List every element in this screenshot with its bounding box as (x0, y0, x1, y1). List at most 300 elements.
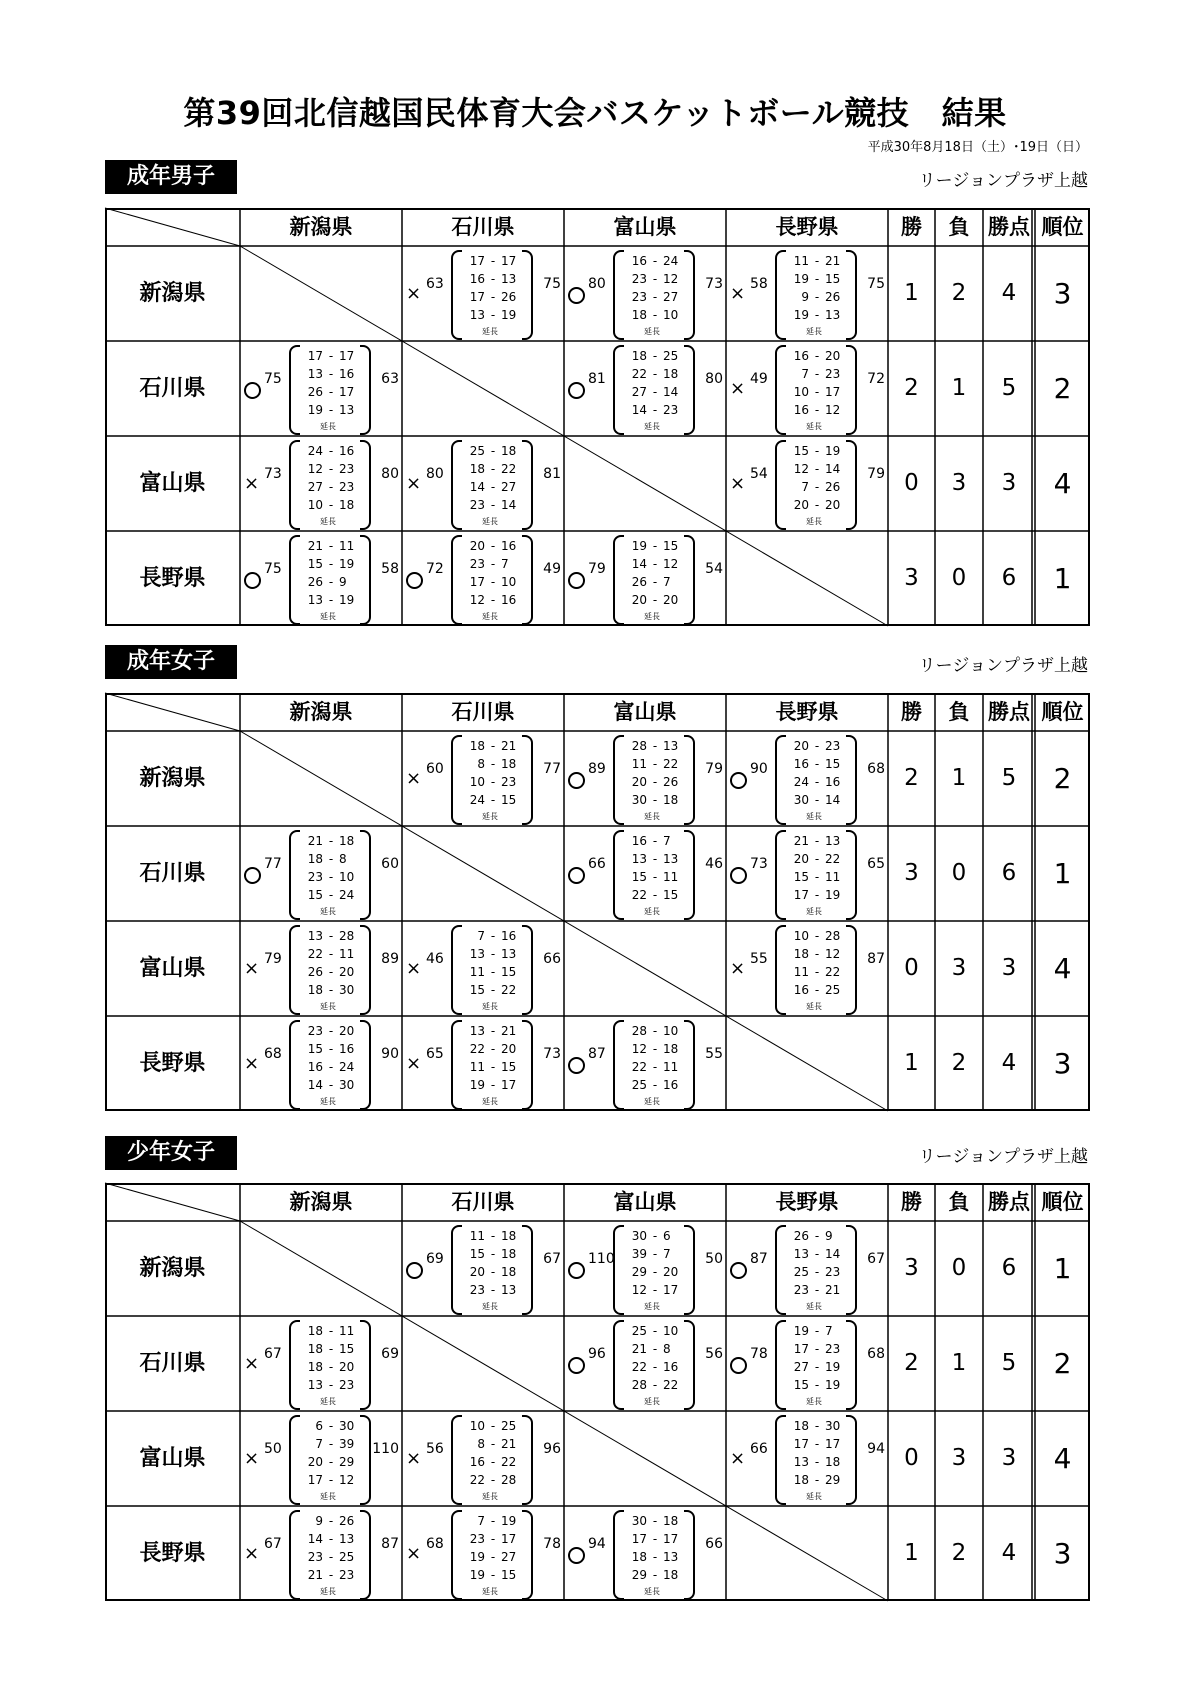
quarter-opp: 24 (339, 888, 355, 902)
quarter-opp: 16 (339, 1042, 355, 1056)
match-cell (726, 921, 888, 1016)
quarter-dash: - (814, 757, 820, 771)
quarter-own: 22 (631, 1360, 647, 1374)
quarter-dash: - (652, 1532, 658, 1546)
points-value: 4 (1001, 1050, 1017, 1076)
quarter-dash: - (652, 385, 658, 399)
quarter-dash: - (328, 575, 334, 589)
quarter-score (457, 442, 529, 461)
quarter-opp: 19 (339, 557, 355, 571)
loss-mark-icon: × (406, 283, 422, 304)
opponent-score: 80 (381, 466, 399, 482)
own-score: 50 (264, 1441, 282, 1457)
quarter-score (619, 288, 691, 307)
win-mark-icon (406, 1262, 423, 1279)
quarter-dash: - (490, 308, 496, 322)
opponent-score: 78 (543, 1536, 561, 1552)
quarter-score (619, 1566, 691, 1585)
quarter-score (457, 791, 529, 810)
overtime-label: 延長 (806, 1302, 822, 1311)
loss-mark-icon: × (730, 473, 746, 494)
own-score: 73 (750, 856, 768, 872)
quarter-score (781, 737, 853, 756)
quarter-own: 15 (307, 1042, 323, 1056)
win-mark-icon (406, 572, 423, 589)
match-cell (564, 1221, 726, 1316)
opponent-score: 49 (543, 561, 561, 577)
match-cell (402, 921, 564, 1016)
quarter-dash: - (652, 1078, 658, 1092)
quarter-opp: 24 (663, 254, 679, 268)
quarter-own: 20 (469, 1265, 485, 1279)
row-team-name: 新潟県 (139, 766, 206, 791)
wins-value: 1 (904, 1540, 919, 1566)
quarter-score (781, 460, 853, 479)
quarter-opp: 28 (501, 1473, 517, 1487)
opponent-score: 79 (867, 466, 885, 482)
quarter-dash: - (814, 870, 820, 884)
column-header: 長野県 (775, 215, 839, 239)
quarter-score (295, 1340, 367, 1359)
opponent-score: 66 (543, 951, 561, 967)
quarter-dash: - (814, 983, 820, 997)
quarter-own: 9 (801, 290, 809, 304)
quarter-own: 18 (307, 1324, 323, 1338)
quarter-opp: 23 (825, 367, 841, 381)
quarter-opp: 28 (825, 929, 841, 943)
quarter-opp: 7 (825, 1324, 833, 1338)
quarter-dash: - (490, 965, 496, 979)
own-score: 79 (264, 951, 282, 967)
quarter-dash: - (328, 444, 334, 458)
quarter-score (781, 773, 853, 792)
quarter-own: 10 (307, 498, 323, 512)
quarter-opp: 13 (825, 834, 841, 848)
quarter-dash: - (490, 1514, 496, 1528)
quarter-own: 19 (793, 1324, 809, 1338)
quarter-own: 26 (307, 965, 323, 979)
quarter-opp: 22 (501, 1455, 517, 1469)
quarter-score (619, 1022, 691, 1041)
quarter-own: 13 (631, 852, 647, 866)
quarter-own: 19 (469, 1078, 485, 1092)
overtime-label: 延長 (482, 612, 498, 621)
quarter-dash: - (328, 349, 334, 363)
loss-mark-icon: × (406, 1543, 422, 1564)
own-score: 55 (750, 951, 768, 967)
wins-value: 1 (904, 280, 919, 306)
win-mark-icon (568, 572, 585, 589)
quarter-score (781, 306, 853, 325)
quarter-score (781, 755, 853, 774)
quarter-opp: 22 (663, 1378, 679, 1392)
quarter-dash: - (652, 593, 658, 607)
match-cell (726, 731, 888, 826)
quarter-opp: 15 (339, 1342, 355, 1356)
wins-value: 3 (904, 565, 919, 591)
quarter-opp: 10 (663, 308, 679, 322)
overtime-label: 延長 (482, 812, 498, 821)
quarter-own: 22 (631, 367, 647, 381)
quarter-score (295, 1022, 367, 1041)
quarter-own: 10 (469, 1419, 485, 1433)
quarter-score (781, 1471, 853, 1490)
quarter-dash: - (490, 793, 496, 807)
quarter-own: 12 (307, 462, 323, 476)
quarter-own: 20 (631, 593, 647, 607)
quarter-own: 16 (631, 254, 647, 268)
quarter-opp: 12 (825, 947, 841, 961)
quarter-score (619, 401, 691, 420)
quarter-score (619, 252, 691, 271)
quarter-opp: 15 (501, 1568, 517, 1582)
quarter-dash: - (328, 870, 334, 884)
quarter-dash: - (652, 852, 658, 866)
quarter-opp: 21 (825, 1283, 841, 1297)
opponent-score: 73 (705, 276, 723, 292)
quarter-dash: - (814, 1265, 820, 1279)
quarter-own: 9 (315, 1514, 323, 1528)
quarter-score (781, 791, 853, 810)
quarter-opp: 12 (663, 557, 679, 571)
quarter-opp: 39 (339, 1437, 355, 1451)
quarter-own: 18 (469, 462, 485, 476)
quarter-opp: 23 (339, 1568, 355, 1582)
quarter-opp: 21 (501, 1024, 517, 1038)
row-team-name: 長野県 (139, 1541, 206, 1566)
quarter-score (619, 832, 691, 851)
quarter-score (295, 401, 367, 420)
quarter-opp: 23 (339, 1378, 355, 1392)
overtime-label: 延長 (320, 612, 336, 621)
win-mark-icon (730, 772, 747, 789)
opponent-score: 66 (705, 1536, 723, 1552)
quarter-own: 7 (315, 1437, 323, 1451)
wins-value: 0 (904, 470, 919, 496)
overtime-label: 延長 (644, 612, 660, 621)
quarter-dash: - (652, 1568, 658, 1582)
overtime-label: 延長 (482, 1097, 498, 1106)
quarter-opp: 16 (663, 1360, 679, 1374)
quarter-dash: - (814, 1247, 820, 1261)
quarter-score (619, 1322, 691, 1341)
match-cell (402, 1221, 564, 1316)
quarter-own: 16 (793, 757, 809, 771)
quarter-dash: - (328, 480, 334, 494)
quarter-own: 17 (307, 1473, 323, 1487)
quarter-dash: - (814, 1378, 820, 1392)
quarter-score (619, 537, 691, 556)
quarter-score (619, 573, 691, 592)
quarter-dash: - (814, 739, 820, 753)
quarter-own: 22 (631, 1060, 647, 1074)
quarter-opp: 22 (501, 462, 517, 476)
quarter-own: 18 (631, 1550, 647, 1564)
quarter-own: 15 (307, 557, 323, 571)
quarter-dash: - (652, 349, 658, 363)
quarter-own: 26 (631, 575, 647, 589)
row-team-name: 新潟県 (139, 281, 206, 306)
quarter-own: 18 (631, 308, 647, 322)
quarter-dash: - (814, 480, 820, 494)
quarter-dash: - (490, 480, 496, 494)
opponent-score: 96 (543, 1441, 561, 1457)
overtime-label: 延長 (644, 1302, 660, 1311)
opponent-score: 77 (543, 761, 561, 777)
points-value: 6 (1001, 860, 1017, 886)
opponent-score: 94 (867, 1441, 885, 1457)
quarter-score (781, 927, 853, 946)
quarter-score (295, 1358, 367, 1377)
losses-value: 1 (951, 375, 967, 401)
quarter-dash: - (490, 557, 496, 571)
quarter-score (619, 270, 691, 289)
quarter-dash: - (652, 1514, 658, 1528)
quarter-dash: - (328, 462, 334, 476)
quarter-score (619, 1281, 691, 1300)
opponent-score: 81 (543, 466, 561, 482)
stat-header: 勝点 (988, 215, 1030, 239)
quarter-opp: 27 (501, 1550, 517, 1564)
quarter-opp: 19 (825, 1360, 841, 1374)
quarter-score (295, 478, 367, 497)
quarter-opp: 16 (339, 444, 355, 458)
overtime-label: 延長 (806, 1397, 822, 1406)
opponent-score: 55 (705, 1046, 723, 1062)
own-score: 90 (750, 761, 768, 777)
quarter-opp: 25 (825, 983, 841, 997)
row-team-name: 長野県 (139, 1051, 206, 1076)
quarter-opp: 14 (825, 1247, 841, 1261)
rank-value: 1 (1053, 562, 1072, 595)
overtime-label: 延長 (644, 1397, 660, 1406)
win-mark-icon (568, 867, 585, 884)
quarter-opp: 21 (501, 1437, 517, 1451)
quarter-dash: - (490, 757, 496, 771)
quarter-dash: - (328, 965, 334, 979)
quarter-own: 22 (469, 1473, 485, 1487)
quarter-opp: 16 (501, 929, 517, 943)
quarter-dash: - (328, 1532, 334, 1546)
quarter-own: 18 (793, 1473, 809, 1487)
quarter-score (619, 791, 691, 810)
rank-value: 4 (1053, 1442, 1072, 1475)
own-score: 66 (588, 856, 606, 872)
quarter-score (619, 1358, 691, 1377)
quarter-opp: 23 (339, 480, 355, 494)
quarter-opp: 23 (825, 1342, 841, 1356)
opponent-score: 54 (705, 561, 723, 577)
quarter-own: 17 (793, 1437, 809, 1451)
quarter-score (781, 347, 853, 366)
venue-text: リージョンプラザ上越 (918, 1147, 1088, 1167)
quarter-opp: 30 (339, 983, 355, 997)
quarter-dash: - (490, 1419, 496, 1433)
quarter-own: 13 (307, 1378, 323, 1392)
quarter-own: 15 (793, 1378, 809, 1392)
quarter-opp: 18 (663, 1568, 679, 1582)
quarter-score (457, 478, 529, 497)
quarter-own: 6 (315, 1419, 323, 1433)
quarter-own: 18 (307, 983, 323, 997)
quarter-opp: 25 (339, 1550, 355, 1564)
quarter-opp: 15 (501, 793, 517, 807)
corner-diagonal (105, 693, 240, 731)
points-value: 6 (1001, 565, 1017, 591)
own-score: 69 (426, 1251, 444, 1267)
quarter-dash: - (328, 947, 334, 961)
quarter-own: 14 (631, 403, 647, 417)
quarter-own: 18 (307, 1342, 323, 1356)
quarter-dash: - (814, 272, 820, 286)
points-value: 5 (1001, 765, 1017, 791)
quarter-dash: - (652, 870, 658, 884)
quarter-dash: - (490, 444, 496, 458)
quarter-opp: 25 (501, 1419, 517, 1433)
match-cell (240, 436, 402, 531)
quarter-opp: 15 (663, 539, 679, 553)
wins-value: 1 (904, 1050, 919, 1076)
quarter-score (781, 1227, 853, 1246)
opponent-score: 69 (381, 1346, 399, 1362)
quarter-dash: - (490, 290, 496, 304)
overtime-label: 延長 (320, 1397, 336, 1406)
quarter-opp: 26 (339, 1514, 355, 1528)
quarter-score (457, 537, 529, 556)
quarter-dash: - (490, 1550, 496, 1564)
quarter-score (295, 347, 367, 366)
own-score: 80 (588, 276, 606, 292)
quarter-opp: 15 (663, 888, 679, 902)
win-mark-icon (244, 572, 261, 589)
opponent-score: 46 (705, 856, 723, 872)
quarter-own: 23 (307, 1550, 323, 1564)
quarter-score (781, 270, 853, 289)
match-cell (402, 731, 564, 826)
quarter-opp: 17 (501, 1078, 517, 1092)
quarter-own: 30 (631, 793, 647, 807)
quarter-dash: - (652, 888, 658, 902)
stat-header: 勝点 (988, 1190, 1030, 1214)
quarter-dash: - (652, 739, 658, 753)
quarter-score (781, 1245, 853, 1264)
quarter-own: 14 (469, 480, 485, 494)
quarter-own: 13 (793, 1247, 809, 1261)
match-cell (726, 341, 888, 436)
quarter-score (295, 1435, 367, 1454)
quarter-own: 19 (307, 403, 323, 417)
opponent-score: 75 (867, 276, 885, 292)
quarter-opp: 17 (825, 385, 841, 399)
quarter-own: 8 (477, 757, 485, 771)
own-score: 94 (588, 1536, 606, 1552)
quarter-dash: - (814, 498, 820, 512)
wins-value: 2 (904, 1350, 919, 1376)
overtime-label: 延長 (482, 1002, 498, 1011)
quarter-opp: 13 (339, 403, 355, 417)
overtime-label: 延長 (320, 422, 336, 431)
quarter-own: 20 (793, 852, 809, 866)
quarter-own: 15 (469, 983, 485, 997)
quarter-opp: 20 (663, 593, 679, 607)
match-cell (240, 1506, 402, 1601)
quarter-own: 7 (477, 929, 485, 943)
quarter-own: 11 (793, 254, 809, 268)
quarter-score (457, 460, 529, 479)
overtime-label: 延長 (482, 517, 498, 526)
row-team-name: 石川県 (139, 376, 206, 401)
rank-value: 3 (1053, 277, 1072, 310)
column-header: 長野県 (775, 1190, 839, 1214)
quarter-opp: 10 (501, 575, 517, 589)
stat-header: 順位 (1041, 1190, 1084, 1214)
loss-mark-icon: × (244, 1353, 260, 1374)
wins-value: 2 (904, 375, 919, 401)
quarter-own: 20 (307, 1455, 323, 1469)
quarter-opp: 23 (825, 739, 841, 753)
match-cell (402, 1016, 564, 1111)
quarter-opp: 15 (501, 1060, 517, 1074)
quarter-dash: - (652, 757, 658, 771)
quarter-dash: - (814, 1473, 820, 1487)
quarter-own: 16 (793, 403, 809, 417)
quarter-opp: 20 (501, 1042, 517, 1056)
column-header: 富山県 (613, 700, 677, 724)
quarter-dash: - (652, 1024, 658, 1038)
quarter-opp: 17 (663, 1532, 679, 1546)
quarter-dash: - (814, 1283, 820, 1297)
quarter-dash: - (814, 775, 820, 789)
section-label: 成年女子 (105, 645, 237, 679)
quarter-score (619, 1076, 691, 1095)
quarter-dash: - (328, 1078, 334, 1092)
quarter-own: 12 (469, 593, 485, 607)
quarter-score (781, 832, 853, 851)
column-header: 石川県 (451, 700, 515, 724)
quarter-own: 28 (631, 1024, 647, 1038)
quarter-opp: 13 (501, 1283, 517, 1297)
quarter-own: 20 (631, 775, 647, 789)
quarter-dash: - (490, 575, 496, 589)
quarter-dash: - (490, 929, 496, 943)
win-mark-icon (568, 287, 585, 304)
quarter-own: 8 (477, 1437, 485, 1451)
quarter-score (457, 1263, 529, 1282)
quarter-opp: 19 (501, 1514, 517, 1528)
quarter-opp: 11 (339, 947, 355, 961)
losses-value: 0 (951, 860, 967, 886)
own-score: 78 (750, 1346, 768, 1362)
quarter-dash: - (328, 498, 334, 512)
match-cell (564, 731, 726, 826)
quarter-opp: 17 (501, 1532, 517, 1546)
quarter-own: 15 (793, 444, 809, 458)
quarter-own: 10 (469, 775, 485, 789)
quarter-dash: - (652, 1247, 658, 1261)
quarter-score (457, 306, 529, 325)
own-score: 81 (588, 371, 606, 387)
quarter-own: 23 (469, 1283, 485, 1297)
quarter-opp: 13 (663, 739, 679, 753)
quarter-dash: - (490, 272, 496, 286)
opponent-score: 58 (381, 561, 399, 577)
quarter-score (457, 1512, 529, 1531)
match-cell (564, 1316, 726, 1411)
quarter-opp: 14 (663, 385, 679, 399)
quarter-opp: 22 (825, 852, 841, 866)
quarter-own: 22 (307, 947, 323, 961)
own-score: 73 (264, 466, 282, 482)
